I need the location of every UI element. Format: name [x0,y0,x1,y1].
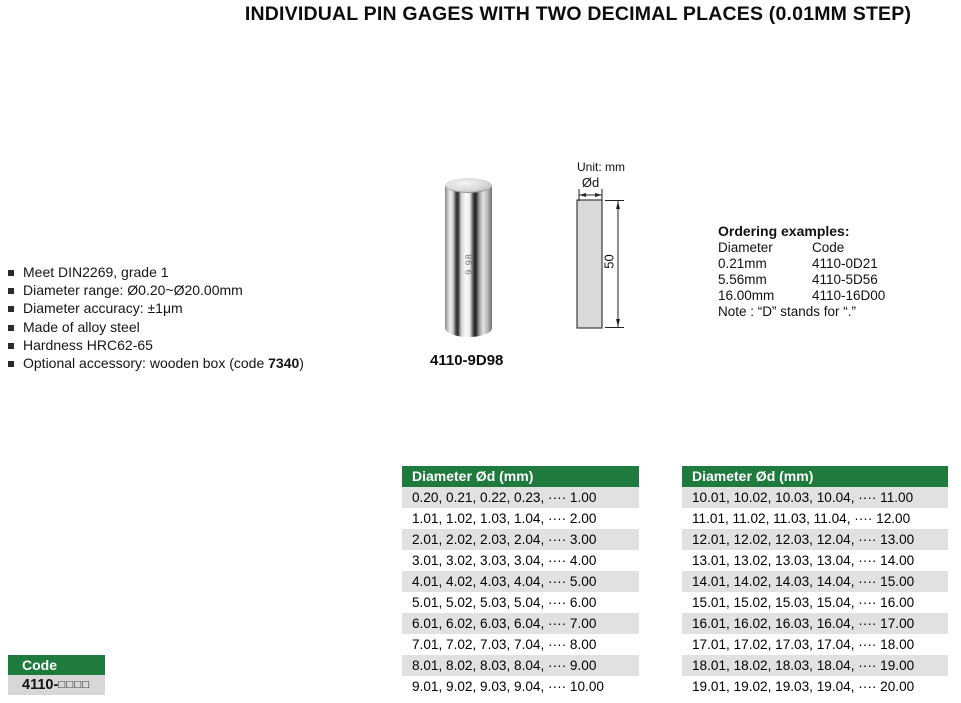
ordering-header-row [718,240,885,256]
feature-item [8,355,304,373]
table-row: 0.20, 0.21, 0.22, 0.23, ···· 1.00 [402,487,639,508]
table-row: 17.01, 17.02, 17.03, 17.04, ···· 18.00 [682,634,948,655]
table-row: 6.01, 6.02, 6.03, 6.04, ···· 7.00 [402,613,639,634]
table-row: 12.01, 12.02, 12.03, 12.04, ···· 13.00 [682,529,948,550]
ordering-row: 16.00mm 4110-16D00 [718,287,886,303]
feature-item [8,319,304,337]
feature-item [8,337,304,355]
pin-cylinder [445,185,492,337]
table-row: 2.01, 2.02, 2.03, 2.04, ···· 3.00 [402,529,639,550]
model-number-label: 4110-9D98 [430,352,504,369]
feature-text: Made of alloy steel [23,318,140,335]
diameter-table-left [402,466,639,697]
accessory-code: 7340 [268,354,300,371]
feature-text: Meet DIN2269, grade 1 [23,264,169,280]
pin-gage-photo [445,178,492,338]
feature-text: Diameter range: Ø0.20~Ø20.00mm [23,282,243,299]
unit-label: Unit: mm [577,160,625,174]
table-row: 9.01, 9.02, 9.03, 9.04, ···· 10.00 [402,676,639,697]
table-row: 5.01, 5.02, 5.03, 5.04, ···· 6.00 [402,592,639,613]
table-body [682,487,948,697]
table-header: Diameter Ød (mm) [682,466,948,487]
code-placeholder-boxes: □□□□ [58,679,91,691]
table-row: 8.01, 8.02, 8.03, 8.04, ···· 9.00 [402,655,639,676]
feature-text: Optional accessory: wooden box (code 7340) [23,354,304,371]
ordering-examples [718,224,885,319]
code-box-value [8,675,105,695]
arrowhead-right-icon [595,193,602,197]
feature-text: Diameter accuracy: ±1μm [23,300,183,317]
table-header: Diameter Ød (mm) [402,466,639,487]
code-prefix: 4110- [22,677,59,693]
dimension-drawing [565,185,635,335]
pin-profile-rect [577,200,602,328]
ordering-note: Note : “D” stands for “.” [718,303,857,319]
ordering-col-diameter: Diameter [718,239,773,255]
arrowhead-up-icon [616,202,620,210]
table-row: 11.01, 11.02, 11.03, 11.04, ···· 12.00 [682,508,948,529]
arrowhead-left-icon [580,193,587,197]
ordering-title: Ordering examples: [718,223,850,239]
feature-list [8,264,304,373]
table-row: 14.01, 14.02, 14.03, 14.04, ···· 15.00 [682,571,948,592]
ordering-col-code: Code [812,239,845,255]
table-row: 1.01, 1.02, 1.03, 1.04, ···· 2.00 [402,508,639,529]
table-row: 13.01, 13.02, 13.03, 13.04, ···· 14.00 [682,550,948,571]
code-box [8,655,105,695]
bullet-square-icon [8,343,14,349]
arrowhead-down-icon [616,319,620,327]
feature-item [8,264,304,282]
table-row: 18.01, 18.02, 18.03, 18.04, ···· 19.00 [682,655,948,676]
bullet-square-icon [8,361,14,367]
table-row: 19.01, 19.02, 19.03, 19.04, ···· 20.00 [682,676,948,697]
diameter-table-right [682,466,948,697]
table-row: 7.01, 7.02, 7.03, 7.04, ···· 8.00 [402,634,639,655]
pin-engraving: 9.98 [463,253,474,275]
feature-item [8,282,304,300]
pin-top-cap [445,178,492,193]
bullet-square-icon [8,270,14,276]
ordering-row: 0.21mm 4110-0D21 [718,255,878,271]
code-box-header: Code [8,655,105,675]
bullet-square-icon [8,325,14,331]
feature-text: Hardness HRC62-65 [23,336,153,353]
ordering-row: 5.56mm 4110-5D56 [718,271,878,287]
bullet-square-icon [8,306,14,312]
table-body [402,487,639,697]
length-dimension-label: 50 [601,254,617,269]
page-title: INDIVIDUAL PIN GAGES WITH TWO DECIMAL PLACES (0.01MM STEP) [244,3,912,25]
table-row: 16.01, 16.02, 16.03, 16.04, ···· 17.00 [682,613,948,634]
diameter-dimension-label: Ød [581,175,600,190]
table-row: 3.01, 3.02, 3.03, 3.04, ···· 4.00 [402,550,639,571]
table-row: 10.01, 10.02, 10.03, 10.04, ···· 11.00 [682,487,948,508]
feature-item [8,300,304,318]
table-row: 4.01, 4.02, 4.03, 4.04, ···· 5.00 [402,571,639,592]
table-row: 15.01, 15.02, 15.03, 15.04, ···· 16.00 [682,592,948,613]
bullet-square-icon [8,288,14,294]
